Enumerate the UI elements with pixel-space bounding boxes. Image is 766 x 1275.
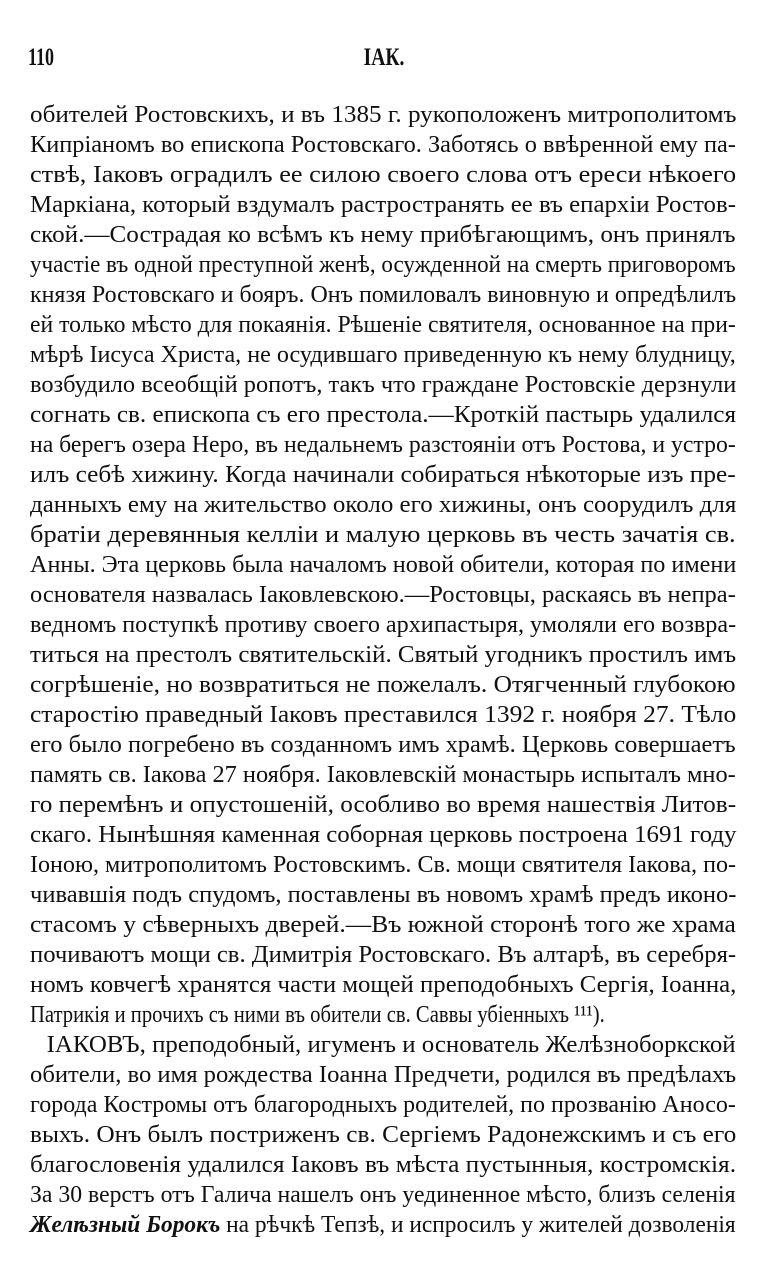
text-line: князя Ростовскаго и бояръ. Онъ помиловалъ виновную и опредѣлилъ (30, 282, 737, 308)
text-line-paragraph-end: Патрикія и прочихъ съ ними въ обители св. Саввы убіенныхъ ¹¹¹). (30, 1002, 605, 1028)
text-line: стасомъ у сѣверныхъ дверей.—Въ южной сторонѣ того же храма (30, 912, 736, 938)
text-line: ской.—Сострадая ко всѣмъ къ нему прибѣгающимъ, онъ принялъ (30, 222, 736, 248)
text-line: ведномъ поступкѣ противу своего архипастыря, умоляли его возвра- (30, 612, 737, 638)
text-line: номъ ковчегѣ хранятся части мощей преподобныхъ Сергія, Іоанна, (30, 972, 737, 998)
text-line: го перемѣнъ и опустошеній, особливо во время нашествія Литов- (30, 792, 737, 818)
text-line: участіе въ одной преступной женѣ, осужденной на смерть приговоромъ (30, 252, 736, 278)
text-line: на берегъ озера Неро, въ недальнемъ разстояніи отъ Ростова, и устро- (30, 432, 736, 458)
text-line: ствѣ, Іаковъ оградилъ ее силою своего слова отъ ереси нѣкоего (30, 162, 737, 188)
text-line: ей только мѣсто для покаянія. Рѣшеніе святителя, основанное на при- (30, 312, 736, 338)
text-line: скаго. Нынѣшняя каменная соборная церковь построена 1691 году (30, 822, 737, 848)
text-line: выхъ. Онъ былъ постриженъ св. Сергіемъ Радонежскимъ и съ его (30, 1122, 737, 1148)
text-line-final: Желѣзный Борокъ на рѣчкѣ Тепзѣ, и испросилъ у жителей дозволенія (30, 1212, 736, 1238)
text-line: чивавшія подъ спудомъ, поставлены въ новомъ храмѣ предъ иконо- (30, 882, 737, 908)
body-text (30, 100, 736, 1240)
text-line: согрѣшеніе, но возвратиться не пожелалъ. Отягченный глубокою (30, 672, 736, 698)
text-line: За 30 верстъ отъ Галича нашелъ онъ уединенное мѣсто, близъ селенія (30, 1182, 736, 1208)
text-line: города Костромы отъ благородныхъ родителей, по прозванію Аносо- (30, 1092, 736, 1118)
text-line: память св. Іакова 27 ноября. Іаковлевскій монастырь испыталъ мно- (30, 762, 736, 788)
running-head: ІАК. (363, 44, 405, 71)
text-line: благословенія удалился Іаковъ въ мѣста пустынныя, костромскія. (30, 1152, 737, 1178)
text-line: титься на престолъ святительскій. Святый угодникъ простилъ имъ (30, 642, 737, 668)
text-line: возбудило всеобщій ропотъ, такъ что граждане Ростовскіе дерзнули (30, 372, 737, 398)
text-line: согнать св. епископа съ его престола.—Кроткій пастырь удалился (30, 402, 737, 428)
text-line: основателя назвалась Іаковлевскою.—Ростовцы, раскаясь въ непра- (30, 582, 736, 608)
text-line: данныхъ ему на жительство около его хижины, онъ соорудилъ для (30, 492, 737, 518)
text-line: братіи деревянныя келліи и малую церковь въ честь зачатія св. (30, 522, 736, 548)
text-line: обителей Ростовскихъ, и въ 1385 г. рукоположенъ митрополитомъ (30, 102, 737, 128)
text-line: Іоною, митрополитомъ Ростовскимъ. Св. мощи святителя Іакова, по- (30, 852, 736, 878)
text-line: Кипріаномъ во епископа Ростовскаго. Заботясь о ввѣренной ему па- (30, 132, 736, 158)
text-line: его было погребено въ созданномъ имъ храмѣ. Церковь совершаетъ (30, 732, 736, 758)
text-line: обители, во имя рождества Іоанна Предчети, родился въ предѣлахъ (30, 1062, 737, 1088)
text-line-entry-start: ІАКОВЪ, преподобный, игуменъ и основатель Желѣзноборкской (46, 1032, 736, 1058)
text-line: старостію праведный Іаковъ преставился 1392 г. ноября 27. Тѣло (30, 702, 737, 728)
page-header (28, 44, 740, 76)
text-line: илъ себѣ хижину. Когда начинали собираться нѣкоторые изъ пре- (30, 462, 736, 488)
text-line: мѣрѣ Іисуса Христа, не осудившаго приведенную къ нему блудницу, (30, 342, 736, 368)
place-name-italic: Желѣзный Борокъ (30, 1212, 221, 1238)
text-line: Анны. Эта церковь была началомъ новой обители, которая по имени (30, 552, 737, 578)
text-line: Маркіана, который вздумалъ растространять ее въ епархіи Ростов- (30, 192, 736, 218)
text-line: почиваютъ мощи св. Димитрія Ростовскаго. Въ алтарѣ, въ серебря- (30, 942, 737, 968)
page-number: 110 (28, 44, 55, 71)
